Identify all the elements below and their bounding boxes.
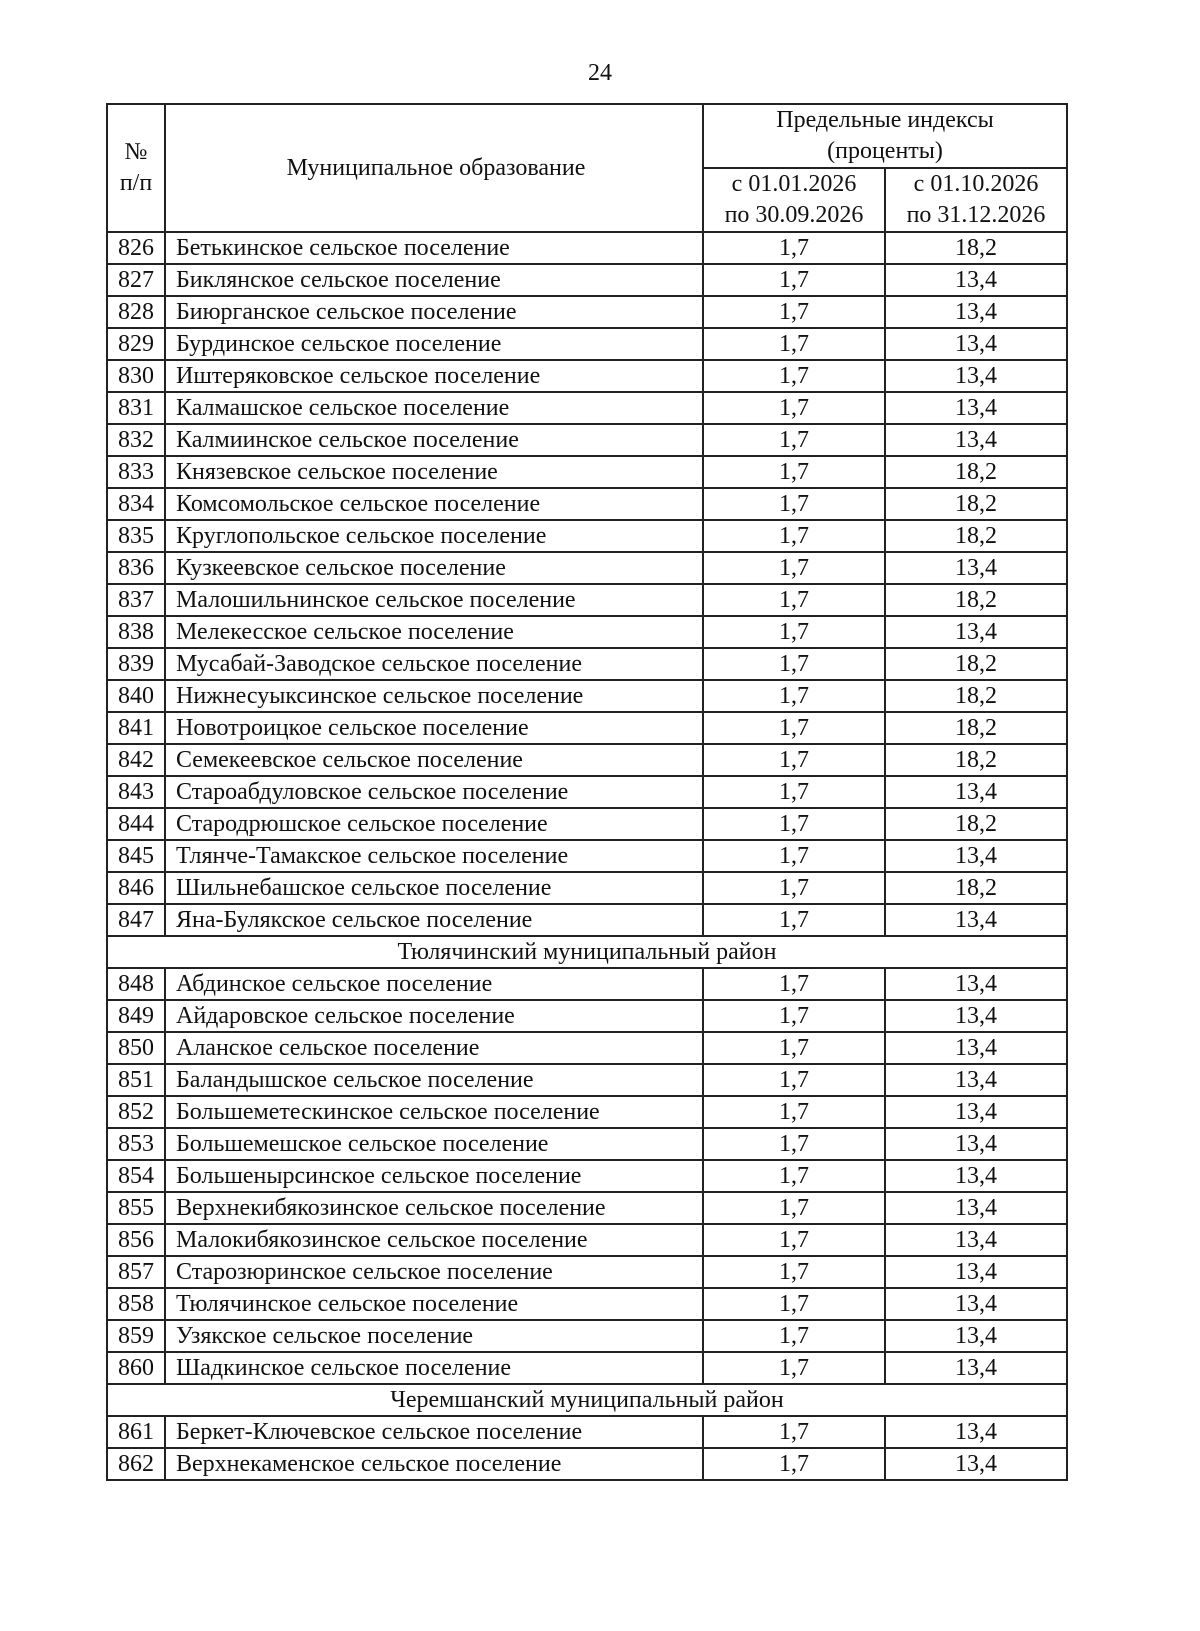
row-number: 860 [107,1352,165,1384]
index-period-2: 18,2 [885,712,1067,744]
index-period-2: 13,4 [885,1224,1067,1256]
indices-table [106,103,1068,1481]
row-number: 839 [107,648,165,680]
header-num-line2: п/п [119,170,153,196]
header-indices [703,104,1067,168]
municipality-name: Аланское сельское поселение [165,1032,703,1064]
municipality-name: Семекеевское сельское поселение [165,744,703,776]
index-period-1: 1,7 [703,1064,885,1096]
index-period-2: 18,2 [885,648,1067,680]
row-number: 838 [107,616,165,648]
index-period-2: 18,2 [885,232,1067,264]
index-period-1: 1,7 [703,616,885,648]
index-period-2: 13,4 [885,360,1067,392]
index-period-2: 18,2 [885,456,1067,488]
index-period-1: 1,7 [703,904,885,936]
index-period-1: 1,7 [703,1256,885,1288]
section-row [107,1384,1067,1416]
row-number: 843 [107,776,165,808]
index-period-1: 1,7 [703,264,885,296]
index-period-1: 1,7 [703,968,885,1000]
index-period-1: 1,7 [703,1128,885,1160]
index-period-2: 13,4 [885,1352,1067,1384]
header-num [107,104,165,232]
index-period-2: 13,4 [885,1192,1067,1224]
index-period-2: 18,2 [885,744,1067,776]
index-period-1: 1,7 [703,328,885,360]
index-period-2: 18,2 [885,680,1067,712]
index-period-1: 1,7 [703,1192,885,1224]
index-period-1: 1,7 [703,520,885,552]
row-number: 828 [107,296,165,328]
row-number: 846 [107,872,165,904]
municipality-name: Айдаровское сельское поселение [165,1000,703,1032]
header-period-2 [885,168,1067,232]
index-period-2: 13,4 [885,1128,1067,1160]
table-row [107,1256,1067,1288]
municipality-name: Большенырсинское сельское поселение [165,1160,703,1192]
index-period-1: 1,7 [703,1416,885,1448]
table-row [107,1128,1067,1160]
table-row [107,1224,1067,1256]
header-indices-line1: Предельные индексы [776,107,994,133]
header-period-2-line1: с 01.10.2026 [913,171,1039,197]
table-row [107,1288,1067,1320]
row-number: 835 [107,520,165,552]
municipality-name: Узякское сельское поселение [165,1320,703,1352]
municipality-name: Иштеряковское сельское поселение [165,360,703,392]
section-title: Черемшанский муниципальный район [107,1384,1067,1416]
row-number: 851 [107,1064,165,1096]
municipality-name: Нижнесуыксинское сельское поселение [165,680,703,712]
table-row [107,1000,1067,1032]
section-row [107,936,1067,968]
municipality-name: Новотроицкое сельское поселение [165,712,703,744]
index-period-2: 13,4 [885,1000,1067,1032]
row-number: 831 [107,392,165,424]
municipality-name: Стародрюшское сельское поселение [165,808,703,840]
row-number: 837 [107,584,165,616]
municipality-name: Биклянское сельское поселение [165,264,703,296]
index-period-1: 1,7 [703,808,885,840]
index-period-1: 1,7 [703,360,885,392]
row-number: 847 [107,904,165,936]
municipality-name: Абдинское сельское поселение [165,968,703,1000]
municipality-name: Кузкеевское сельское поселение [165,552,703,584]
row-number: 841 [107,712,165,744]
municipality-name: Большеметескинское сельское поселение [165,1096,703,1128]
index-period-2: 13,4 [885,392,1067,424]
index-period-2: 13,4 [885,552,1067,584]
index-period-2: 13,4 [885,1288,1067,1320]
index-period-1: 1,7 [703,1032,885,1064]
index-period-2: 13,4 [885,776,1067,808]
index-period-1: 1,7 [703,872,885,904]
index-period-2: 13,4 [885,1096,1067,1128]
municipality-name: Большемешское сельское поселение [165,1128,703,1160]
index-period-2: 13,4 [885,1064,1067,1096]
index-period-2: 18,2 [885,520,1067,552]
table-row [107,488,1067,520]
index-period-1: 1,7 [703,1096,885,1128]
table-row [107,808,1067,840]
index-period-2: 13,4 [885,1320,1067,1352]
table-row [107,904,1067,936]
index-period-1: 1,7 [703,648,885,680]
table-row [107,968,1067,1000]
municipality-name: Шильнебашское сельское поселение [165,872,703,904]
table-row [107,424,1067,456]
header-num-line1: № [124,139,148,165]
index-period-2: 13,4 [885,904,1067,936]
municipality-name: Тюлячинское сельское поселение [165,1288,703,1320]
municipality-name: Малокибякозинское сельское поселение [165,1224,703,1256]
table-row [107,1096,1067,1128]
table-row [107,1448,1067,1480]
row-number: 827 [107,264,165,296]
municipality-name: Баландышское сельское поселение [165,1064,703,1096]
index-period-1: 1,7 [703,1160,885,1192]
municipality-name: Калмашское сельское поселение [165,392,703,424]
index-period-1: 1,7 [703,296,885,328]
index-period-2: 13,4 [885,296,1067,328]
row-number: 840 [107,680,165,712]
municipality-name: Бурдинское сельское поселение [165,328,703,360]
header-period-1 [703,168,885,232]
table-row [107,296,1067,328]
row-number: 862 [107,1448,165,1480]
index-period-1: 1,7 [703,1320,885,1352]
table-row [107,1160,1067,1192]
row-number: 854 [107,1160,165,1192]
municipality-name: Круглопольское сельское поселение [165,520,703,552]
table-row [107,1064,1067,1096]
index-period-2: 13,4 [885,1160,1067,1192]
table-row [107,776,1067,808]
index-period-1: 1,7 [703,776,885,808]
row-number: 829 [107,328,165,360]
municipality-name: Комсомольское сельское поселение [165,488,703,520]
index-period-1: 1,7 [703,232,885,264]
municipality-name: Шадкинское сельское поселение [165,1352,703,1384]
municipality-name: Староабдуловское сельское поселение [165,776,703,808]
index-period-1: 1,7 [703,840,885,872]
row-number: 850 [107,1032,165,1064]
index-period-2: 18,2 [885,872,1067,904]
municipality-name: Калмиинское сельское поселение [165,424,703,456]
municipality-name: Биюрганское сельское поселение [165,296,703,328]
index-period-1: 1,7 [703,1288,885,1320]
row-number: 842 [107,744,165,776]
row-number: 845 [107,840,165,872]
municipality-name: Мелекесское сельское поселение [165,616,703,648]
index-period-2: 13,4 [885,264,1067,296]
row-number: 830 [107,360,165,392]
index-period-2: 13,4 [885,1448,1067,1480]
row-number: 859 [107,1320,165,1352]
table-row [107,648,1067,680]
table-row [107,584,1067,616]
index-period-2: 13,4 [885,1032,1067,1064]
table-row [107,392,1067,424]
table-row [107,360,1067,392]
header-period-2-line2: по 31.12.2026 [906,202,1046,228]
section-title: Тюлячинский муниципальный район [107,936,1067,968]
municipality-name: Беркет-Ключевское сельское поселение [165,1416,703,1448]
row-number: 836 [107,552,165,584]
index-period-2: 13,4 [885,328,1067,360]
municipality-name: Старозюринское сельское поселение [165,1256,703,1288]
table-row [107,1032,1067,1064]
row-number: 832 [107,424,165,456]
header-indices-line2: (проценты) [827,138,943,164]
municipality-name: Князевское сельское поселение [165,456,703,488]
table-row [107,680,1067,712]
index-period-1: 1,7 [703,1000,885,1032]
row-number: 826 [107,232,165,264]
row-number: 849 [107,1000,165,1032]
municipality-name: Малошильнинское сельское поселение [165,584,703,616]
table-row [107,712,1067,744]
table-row [107,328,1067,360]
index-period-2: 13,4 [885,1416,1067,1448]
row-number: 856 [107,1224,165,1256]
index-period-1: 1,7 [703,392,885,424]
header-row-top [107,104,1067,168]
index-period-1: 1,7 [703,680,885,712]
row-number: 852 [107,1096,165,1128]
municipality-name: Яна-Булякское сельское поселение [165,904,703,936]
row-number: 861 [107,1416,165,1448]
table-row [107,744,1067,776]
row-number: 858 [107,1288,165,1320]
index-period-2: 13,4 [885,968,1067,1000]
table-row [107,1320,1067,1352]
index-period-1: 1,7 [703,1224,885,1256]
table-row [107,840,1067,872]
table-row [107,1416,1067,1448]
index-period-1: 1,7 [703,456,885,488]
table-row [107,1352,1067,1384]
row-number: 855 [107,1192,165,1224]
page-number: 24 [588,60,612,86]
index-period-1: 1,7 [703,744,885,776]
index-period-1: 1,7 [703,712,885,744]
table-row [107,552,1067,584]
row-number: 848 [107,968,165,1000]
header-period-1-line2: по 30.09.2026 [724,202,864,228]
table-row [107,456,1067,488]
row-number: 833 [107,456,165,488]
index-period-2: 13,4 [885,616,1067,648]
index-period-1: 1,7 [703,488,885,520]
row-number: 853 [107,1128,165,1160]
index-period-2: 18,2 [885,808,1067,840]
table-row [107,520,1067,552]
index-period-1: 1,7 [703,552,885,584]
index-period-2: 18,2 [885,584,1067,616]
header-period-1-line1: с 01.01.2026 [731,171,857,197]
row-number: 834 [107,488,165,520]
index-period-1: 1,7 [703,424,885,456]
table-row [107,616,1067,648]
table-row [107,872,1067,904]
table-row [107,232,1067,264]
municipality-name: Бетькинское сельское поселение [165,232,703,264]
row-number: 844 [107,808,165,840]
index-period-2: 18,2 [885,488,1067,520]
municipality-name: Верхнекибякозинское сельское поселение [165,1192,703,1224]
municipality-name: Тлянче-Тамакское сельское поселение [165,840,703,872]
municipality-name: Мусабай-Заводское сельское поселение [165,648,703,680]
municipality-name: Верхнекаменское сельское поселение [165,1448,703,1480]
index-period-2: 13,4 [885,840,1067,872]
header-name: Муниципальное образование [165,104,703,232]
table-row [107,264,1067,296]
index-period-1: 1,7 [703,1448,885,1480]
table-body [107,232,1067,1480]
index-period-1: 1,7 [703,584,885,616]
index-period-2: 13,4 [885,424,1067,456]
index-period-1: 1,7 [703,1352,885,1384]
index-period-2: 13,4 [885,1256,1067,1288]
row-number: 857 [107,1256,165,1288]
table-row [107,1192,1067,1224]
